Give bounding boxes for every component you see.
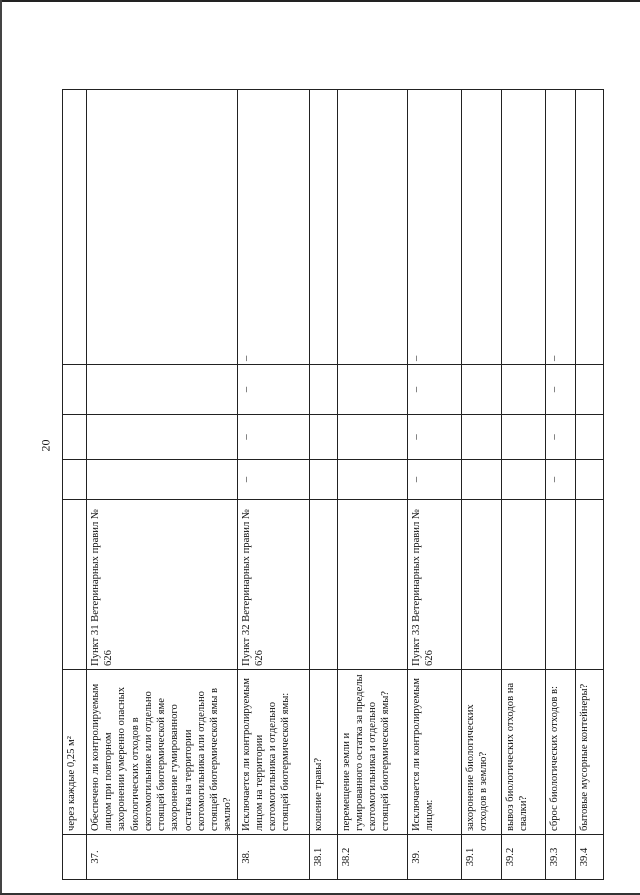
row-answer-na: – — [545, 365, 575, 415]
row-reference — [337, 500, 407, 670]
row-answer-yes — [309, 460, 337, 500]
row-number: 38.1 — [309, 835, 337, 880]
row-number — [63, 835, 87, 880]
row-reference — [461, 500, 501, 670]
row-answer-no — [309, 415, 337, 460]
row-number: 39.3 — [545, 835, 575, 880]
table-row — [309, 90, 337, 880]
row-reference: Пункт 33 Ветеринарных правил № 626 — [407, 500, 461, 670]
row-answer-yes: – — [545, 460, 575, 500]
row-question: через каждые 0,25 м² — [63, 670, 87, 835]
row-note — [63, 90, 87, 365]
row-number: 39.1 — [461, 835, 501, 880]
row-answer-no: – — [237, 415, 309, 460]
row-question: Исключается ли контролируемым лицом: — [407, 670, 461, 835]
row-note — [309, 90, 337, 365]
row-answer-na — [575, 365, 603, 415]
row-answer-yes — [87, 460, 238, 500]
checklist-document — [62, 90, 590, 880]
row-note: – — [237, 90, 309, 365]
row-answer-no — [461, 415, 501, 460]
row-reference: Пункт 32 Ветеринарных правил № 626 — [237, 500, 309, 670]
row-answer-yes — [575, 460, 603, 500]
row-number: 38.2 — [337, 835, 407, 880]
row-number: 38. — [237, 835, 309, 880]
scan-edge-left — [0, 0, 2, 895]
row-answer-no: – — [407, 415, 461, 460]
row-number: 37. — [87, 835, 238, 880]
row-number: 39. — [407, 835, 461, 880]
row-question: кошение травы? — [309, 670, 337, 835]
row-note — [575, 90, 603, 365]
row-answer-no — [63, 415, 87, 460]
table-row — [501, 90, 545, 880]
row-answer-yes — [63, 460, 87, 500]
row-number: 39.2 — [501, 835, 545, 880]
row-answer-no: – — [545, 415, 575, 460]
row-answer-yes — [501, 460, 545, 500]
row-question: Исключается ли контролируемым лицом на территории скотомогильника и отдельно стоящей биотермической ямы: — [237, 670, 309, 835]
table-row — [63, 90, 87, 880]
row-note — [501, 90, 545, 365]
row-question: захоронение биологических отходов в землю? — [461, 670, 501, 835]
table-row — [407, 90, 461, 880]
row-question: Обеспечено ли контролируемым лицом при повторном захоронении умеренно опасных биологических отходов в скотомогильнике или отдельно стоящей биотермической яме захоронение гумированного остатка на территории скотомогильника или отдельно стоящей биотермической ямы в землю? — [87, 670, 238, 835]
row-note: – — [545, 90, 575, 365]
row-note — [337, 90, 407, 365]
row-number: 39.4 — [575, 835, 603, 880]
row-question: сброс биологических отходов в: — [545, 670, 575, 835]
table-row — [461, 90, 501, 880]
row-note — [87, 90, 238, 365]
row-reference — [545, 500, 575, 670]
table-row — [337, 90, 407, 880]
row-answer-na: – — [407, 365, 461, 415]
row-reference — [309, 500, 337, 670]
row-reference — [501, 500, 545, 670]
row-note: – — [407, 90, 461, 365]
row-question: бытовые мусорные контейнеры? — [575, 670, 603, 835]
row-answer-na — [87, 365, 238, 415]
row-reference: Пункт 31 Ветеринарных правил № 626 — [87, 500, 238, 670]
row-answer-no — [337, 415, 407, 460]
row-reference — [63, 500, 87, 670]
row-answer-na — [337, 365, 407, 415]
checklist-table — [62, 89, 604, 880]
row-question: вывоз биологических отходов на свалки? — [501, 670, 545, 835]
row-reference — [575, 500, 603, 670]
row-answer-na — [309, 365, 337, 415]
row-note — [461, 90, 501, 365]
page-number: 20 — [38, 439, 53, 452]
row-answer-na: – — [237, 365, 309, 415]
row-answer-yes: – — [407, 460, 461, 500]
row-answer-no — [501, 415, 545, 460]
row-answer-no — [575, 415, 603, 460]
table-row — [575, 90, 603, 880]
row-question: перемещение земли и гумированного остатка за пределы скотомогильника и отдельно стоящей биотермической ямы? — [337, 670, 407, 835]
row-answer-no — [87, 415, 238, 460]
table-row — [237, 90, 309, 880]
row-answer-yes: – — [237, 460, 309, 500]
table-row — [545, 90, 575, 880]
row-answer-na — [63, 365, 87, 415]
scan-edge-top — [0, 0, 640, 2]
row-answer-na — [501, 365, 545, 415]
row-answer-yes — [337, 460, 407, 500]
row-answer-na — [461, 365, 501, 415]
table-row — [87, 90, 238, 880]
row-answer-yes — [461, 460, 501, 500]
